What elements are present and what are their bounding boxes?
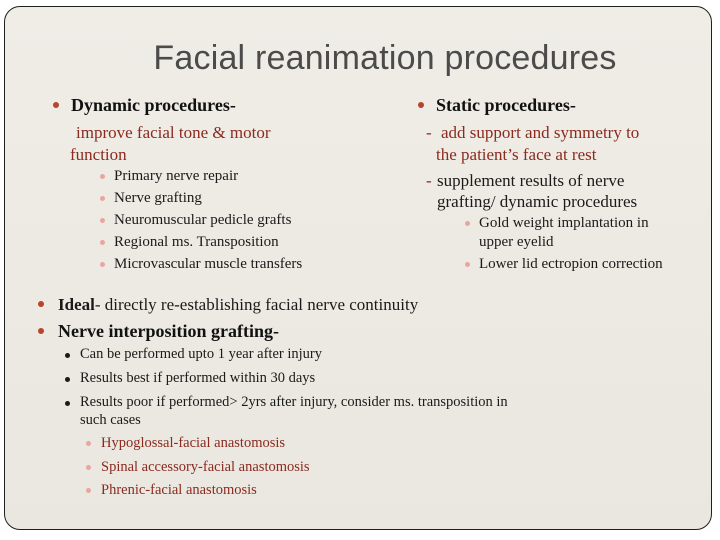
bullet-icon <box>86 488 91 493</box>
dynamic-item: Microvascular muscle transfers <box>114 256 303 272</box>
bullet-icon <box>53 102 59 108</box>
bullet-icon <box>418 102 424 108</box>
nig-heading: Nerve interposition grafting- <box>58 321 279 341</box>
anastomosis-item: Spinal accessory-facial anastomosis <box>101 459 310 475</box>
ideal-line <box>58 295 418 315</box>
static-point2-line2: grafting/ dynamic procedures <box>437 192 638 211</box>
nig-point-continuation: such cases <box>80 412 141 428</box>
dynamic-desc-line2: function <box>70 145 127 164</box>
bullet-icon <box>100 262 105 267</box>
bullet-icon <box>65 401 70 406</box>
static-item-line1: Gold weight implantation in <box>479 215 649 231</box>
static-item-line2: upper eyelid <box>479 234 554 250</box>
nig-point: Results best if performed within 30 days <box>80 370 316 386</box>
static-point2-line1: supplement results of nerve <box>437 171 625 190</box>
anastomosis-item: Hypoglossal-facial anastomosis <box>101 435 286 451</box>
bullet-icon <box>65 353 70 358</box>
nig-point: Can be performed upto 1 year after injury <box>80 346 322 362</box>
ideal-text: - directly re-establishing facial nerve continuity <box>94 295 419 314</box>
bullet-icon <box>465 221 470 226</box>
static-point1-line2: the patient’s face at rest <box>436 145 597 164</box>
bullet-icon <box>86 441 91 446</box>
static-point1-line1: add support and symmetry to <box>441 123 640 142</box>
bullet-icon <box>100 174 105 179</box>
ideal-label: Ideal <box>58 295 95 314</box>
bullet-icon <box>65 377 70 382</box>
anastomosis-item: Phrenic-facial anastomosis <box>101 482 257 498</box>
bullet-icon <box>100 240 105 245</box>
bullet-icon <box>100 196 105 201</box>
dash-marker: - <box>426 123 432 142</box>
bullet-icon <box>86 465 91 470</box>
static-heading: Static procedures- <box>436 95 576 115</box>
dynamic-item: Primary nerve repair <box>114 168 239 184</box>
bullet-icon <box>100 218 105 223</box>
nig-point: Results poor if performed> 2yrs after injury, consider ms. transposition in <box>80 394 508 410</box>
dynamic-item: Neuromuscular pedicle grafts <box>114 212 292 228</box>
bullet-icon <box>38 301 44 307</box>
static-item-line1: Lower lid ectropion correction <box>479 256 663 272</box>
dash-marker: - <box>426 171 432 190</box>
slide-title: Facial reanimation procedures <box>153 39 617 77</box>
bullet-icon <box>465 262 470 267</box>
dynamic-item: Regional ms. Transposition <box>114 234 279 250</box>
dynamic-heading: Dynamic procedures- <box>71 95 236 115</box>
bullet-icon <box>38 328 44 334</box>
dynamic-desc-line1: improve facial tone & motor <box>76 123 271 142</box>
dynamic-item: Nerve grafting <box>114 190 202 206</box>
